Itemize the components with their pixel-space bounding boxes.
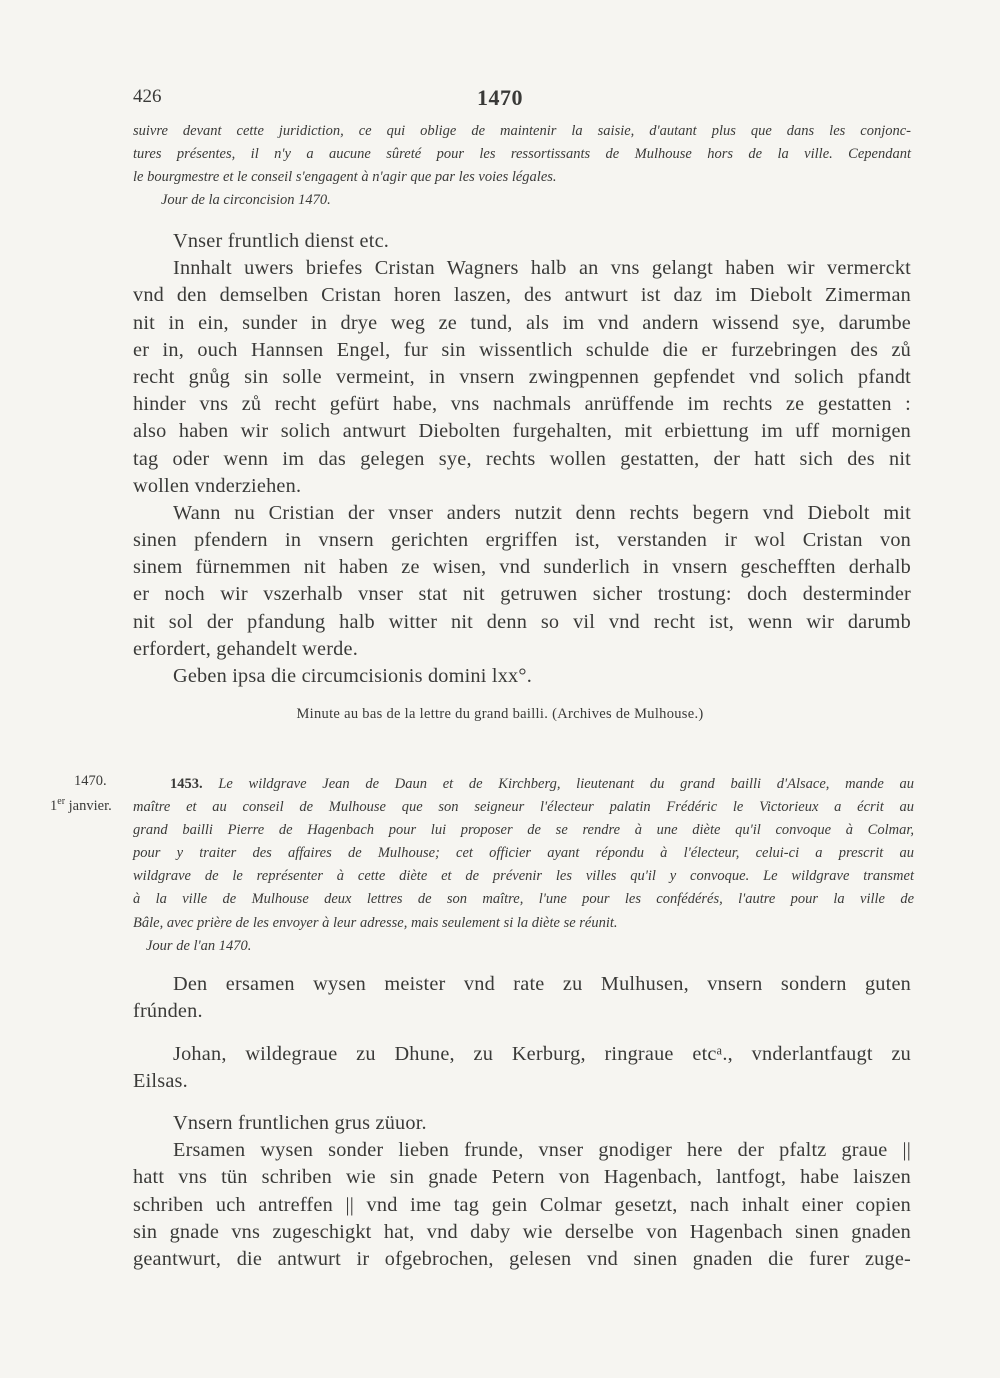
letter-line: wollen vnderziehen. (133, 474, 302, 497)
letter-line: tag oder wenn im das gelegen sye, rechts wollen gestatten, der hatt sich des nit (133, 447, 911, 470)
letter2-line: hatt vns tün schriben wie sin gnade Petern von Hagenbach, lantfogt, habe laiszen (133, 1166, 911, 1189)
regest-line: wildgrave de le représenter à cette diète et de prévenir les villes qu'il y convoque. Le wildgrave transmet (133, 868, 914, 885)
sender-line: Eilsas. (133, 1070, 188, 1093)
letter2-line: schriben uch antreffen || vnd ime tag gein Colmar gesetzt, nach inhalt einer copien (133, 1193, 911, 1216)
regest-line: grand bailli Pierre de Hagenbach pour lui proposer de se rendre à une diète qu'il convoque à Colmar, (133, 822, 914, 839)
letter2-sender (133, 1041, 911, 1095)
summary-line: tures présentes, il n'y a aucune sûreté pour les ressortissants de Mulhouse hors de la ville. Cependant (133, 146, 911, 162)
letter-line: Geben ipsa die circumcisionis domini lxx°. (173, 665, 532, 687)
letter-line: nit sol der pfandung halb witter nit denn so vil vnd recht ist, wenn wir darumb (133, 610, 911, 633)
summary-line: le bourgmestre et le conseil s'engagent à n'agir que par les voies légales. (133, 169, 557, 185)
margin-date-sup: er (57, 796, 66, 807)
summary-line: suivre devant cette juridiction, ce qui oblige de maintenir la saisie, d'autant plus que dans les conjonc- (133, 123, 911, 139)
regest-line: Bâle, avec prière de les envoyer à leur adresse, mais seulement si la diète se réunit. (133, 914, 618, 931)
regest-paragraph (133, 773, 914, 958)
letter2-body (133, 1110, 911, 1273)
letter-line: vnd den demselben Cristan horen laszen, des antwurt ist daz im Diebolt Zimerman (133, 284, 911, 307)
letter-line: sinen pfendern in vnsern gerichten ergriffen ist, verstanden ir wol Cristan von (133, 529, 911, 552)
regest-line (170, 773, 914, 796)
letter-line: Vnser fruntlich dienst etc. (173, 230, 390, 252)
regest-line: à la ville de Mulhouse deux lettres de son maître, l'une pour les confédérés, l'autre pour la ville de (133, 891, 914, 908)
letter-line: nit in ein, sunder in drye weg ze tund, als im vnd andern wissend sye, darumbe (133, 311, 911, 334)
running-head-year: 1470 (477, 85, 523, 110)
letter-line: sinem fürnemmen nit haben ze wisen, vnd sunderlich in vnsern geschefften derhalb (133, 556, 911, 579)
regest-line: maître et au conseil de Mulhouse que son seigneur l'électeur palatin Frédéric le Victorieux a écrit au (133, 799, 914, 816)
margin-date (50, 796, 112, 815)
address-line: frúnden. (133, 1000, 203, 1023)
letter2-address (133, 971, 911, 1025)
letter2-line: Ersamen wysen sonder lieben frunde, vnser gnodiger here der pfaltz graue || (173, 1139, 911, 1162)
letter2-line: sin gnade vns zugeschigkt hat, vnd daby wie derselbe von Hagenbach sinen gnaden (133, 1220, 911, 1243)
sender-line: Johan, wildegraue zu Dhune, zu Kerburg, ringraue etcᵃ., vnderlantfaugt zu (173, 1043, 911, 1065)
letter2-line: geantwurt, die antwurt ir ofgebrochen, gelesen vnd sinen gnaden die furer zuge- (133, 1247, 911, 1270)
margin-date-day: 1 (50, 797, 58, 814)
regest-number: 1453. (170, 776, 203, 792)
address-line: Den ersamen wysen meister vnd rate zu Mulhusen, vnsern sondern guten (173, 973, 911, 995)
regest-line: pour y traiter des affaires de Mulhouse; cet officier ayant répondu à l'électeur, celui-ci a prescrit au (133, 845, 914, 862)
margin-date-month: janvier. (65, 797, 112, 814)
summary-date: Jour de la circoncision 1470. (161, 192, 331, 208)
letter-line: er in, ouch Hannsen Engel, fur sin wissentlich schulde die er furzebringen des zů (133, 338, 911, 361)
letter-line: Innhalt uwers briefes Cristan Wagners halb an vns gelangt haben wir vermerckt (173, 257, 911, 280)
letter-line: erfordert, gehandelt werde. (133, 637, 358, 660)
regest-date: Jour de l'an 1470. (146, 937, 252, 954)
letter-text (133, 228, 911, 690)
letter-line: Wann nu Cristian der vnser anders nutzit denn rechts begern vnd Diebolt mit (173, 501, 911, 524)
source-note: Minute au bas de la lettre du grand bailli. (Archives de Mulhouse.) (296, 706, 704, 722)
page-number: 426 (133, 86, 162, 107)
letter-line: hinder vns zů recht gefürt habe, vns nachmals anrüffende im rechts ze gestatten : (133, 393, 911, 416)
summary-paragraph (133, 120, 911, 212)
margin-year: 1470. (74, 773, 107, 789)
regest-line-text: Le wildgrave Jean de Daun et de Kirchberg, lieutenant du grand bailli d'Alsace, mande au (218, 776, 914, 792)
letter-line: also haben wir solich antwurt Diebolten furgehalten, mit erbiettung im uff mornigen (133, 420, 911, 443)
letter-line: er noch wir vszerhalb vnser stat nit getruwen sicher trostung: doch desterminder (133, 583, 911, 606)
letter-line: recht gnůg sin solle vermeint, in vnsern zwingpennen gepfendet vnd solich pfandt (133, 365, 911, 388)
greeting-line: Vnsern fruntlichen grus züuor. (173, 1112, 427, 1134)
